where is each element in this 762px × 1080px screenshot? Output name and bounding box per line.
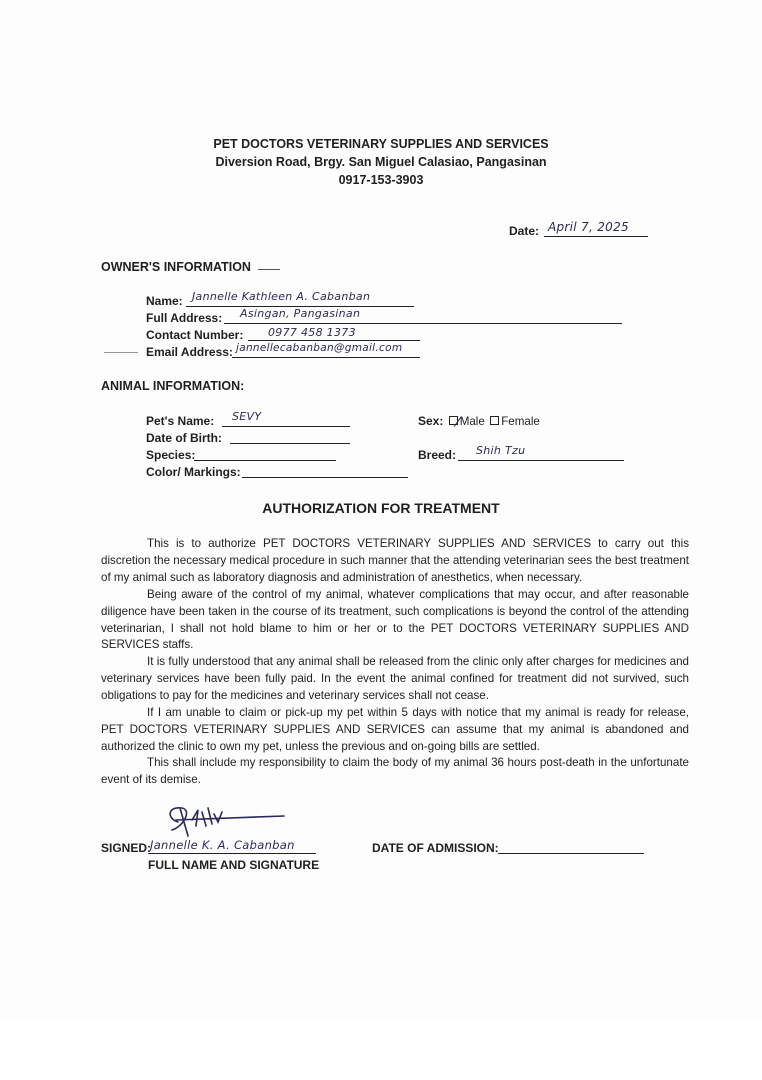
owner-address-value: Asingan, Pangasinan: [240, 307, 361, 320]
pet-name-label: Pet's Name:: [146, 414, 215, 428]
clinic-name: PET DOCTORS VETERINARY SUPPLIES AND SERVICES: [213, 137, 549, 151]
species-line: [194, 460, 336, 461]
dob-line: [230, 443, 350, 444]
owner-email-line: [232, 357, 420, 358]
breed-value: Shih Tzu: [476, 444, 526, 457]
heading-pen-mark: [258, 269, 280, 270]
paragraph-3: It is fully understood that any animal shall be released from the clinic only after charges for medicines and veterinary services have been fully paid. In the event the animal confined for treatment did not survived, such obligations to pay for the medicines and veterinary services shall not cease.: [101, 655, 689, 702]
paragraph-2: Being aware of the control of my animal, whatever complications that may occur, and after reasonable diligence have been taken in the course of its treatment, such complications is beyond the control of the attending veterinarian, I shall not hold blame to him or her or to the PET DOCTORS VETERINARY SUPPLIES AND SERVICES staffs.: [101, 588, 689, 652]
owner-name-label: Name:: [146, 294, 183, 308]
sex-field: [418, 414, 540, 428]
clinic-phone: 0917-153-3903: [338, 173, 424, 187]
clinic-address: Diversion Road, Brgy. San Miguel Calasiao, Pangasinan: [215, 155, 547, 169]
paragraph-1: This is to authorize PET DOCTORS VETERINARY SUPPLIES AND SERVICES to carry out this discretion the necessary medical procedure in such manner that the attending veterinarian sees the best treatment of my animal such as laboratory diagnosis and administration of anesthetics, when necessary.: [101, 537, 689, 584]
female-checkbox: [490, 416, 499, 425]
animal-heading: ANIMAL INFORMATION:: [101, 379, 245, 393]
owner-address-line: [224, 323, 622, 324]
date-line: [544, 236, 648, 237]
paragraph-4: If I am unable to claim or pick-up my pet within 5 days with notice that my animal is ready for release, PET DOCTORS VETERINARY SUPPLIES AND SERVICES can assume that my animal is abandoned and authorized the clinic to own my pet, unless the previous and on-going bills are settled.: [101, 706, 689, 753]
color-line: [242, 477, 408, 478]
female-option-label: Female: [501, 415, 540, 428]
pet-name-line: [222, 426, 350, 427]
owner-heading: OWNER'S INFORMATION: [101, 260, 251, 274]
owner-contact-label: Contact Number:: [146, 328, 244, 342]
owner-email-value: jannellecabanban@gmail.com: [236, 342, 403, 354]
scan-bottom-edge: [0, 1018, 762, 1080]
breed-label: Breed:: [418, 448, 457, 462]
email-pen-mark: [104, 352, 138, 353]
owner-name-value: Jannelle Kathleen A. Cabanban: [192, 290, 371, 303]
paragraph-5: This shall include my responsibility to claim the body of my animal 36 hours post-death in the unfortunate event of its demise.: [101, 756, 689, 786]
owner-contact-value: 0977 458 1373: [268, 326, 356, 339]
signature-line: [148, 853, 316, 854]
color-label: Color/ Markings:: [146, 465, 241, 479]
date-label: Date:: [509, 224, 540, 238]
authorization-title: AUTHORIZATION FOR TREATMENT: [262, 500, 500, 516]
sex-label: Sex:: [418, 414, 444, 428]
owner-email-label: Email Address:: [146, 345, 233, 359]
date-value: April 7, 2025: [548, 220, 629, 234]
signature-caption: FULL NAME AND SIGNATURE: [148, 858, 320, 872]
signed-label: SIGNED:: [101, 841, 152, 855]
pet-name-value: SEVY: [232, 410, 262, 423]
owner-contact-line: [248, 340, 420, 341]
admission-line: [498, 853, 644, 854]
breed-line: [458, 460, 624, 461]
admission-label: DATE OF ADMISSION:: [372, 841, 499, 855]
male-option-label: Male: [459, 415, 485, 428]
signed-name: Jannelle K. A. Cabanban: [150, 838, 295, 852]
handwritten-signature: [158, 800, 288, 840]
dob-label: Date of Birth:: [146, 431, 222, 445]
owner-address-label: Full Address:: [146, 311, 223, 325]
species-label: Species:: [146, 448, 196, 462]
male-checkbox: [449, 416, 458, 425]
